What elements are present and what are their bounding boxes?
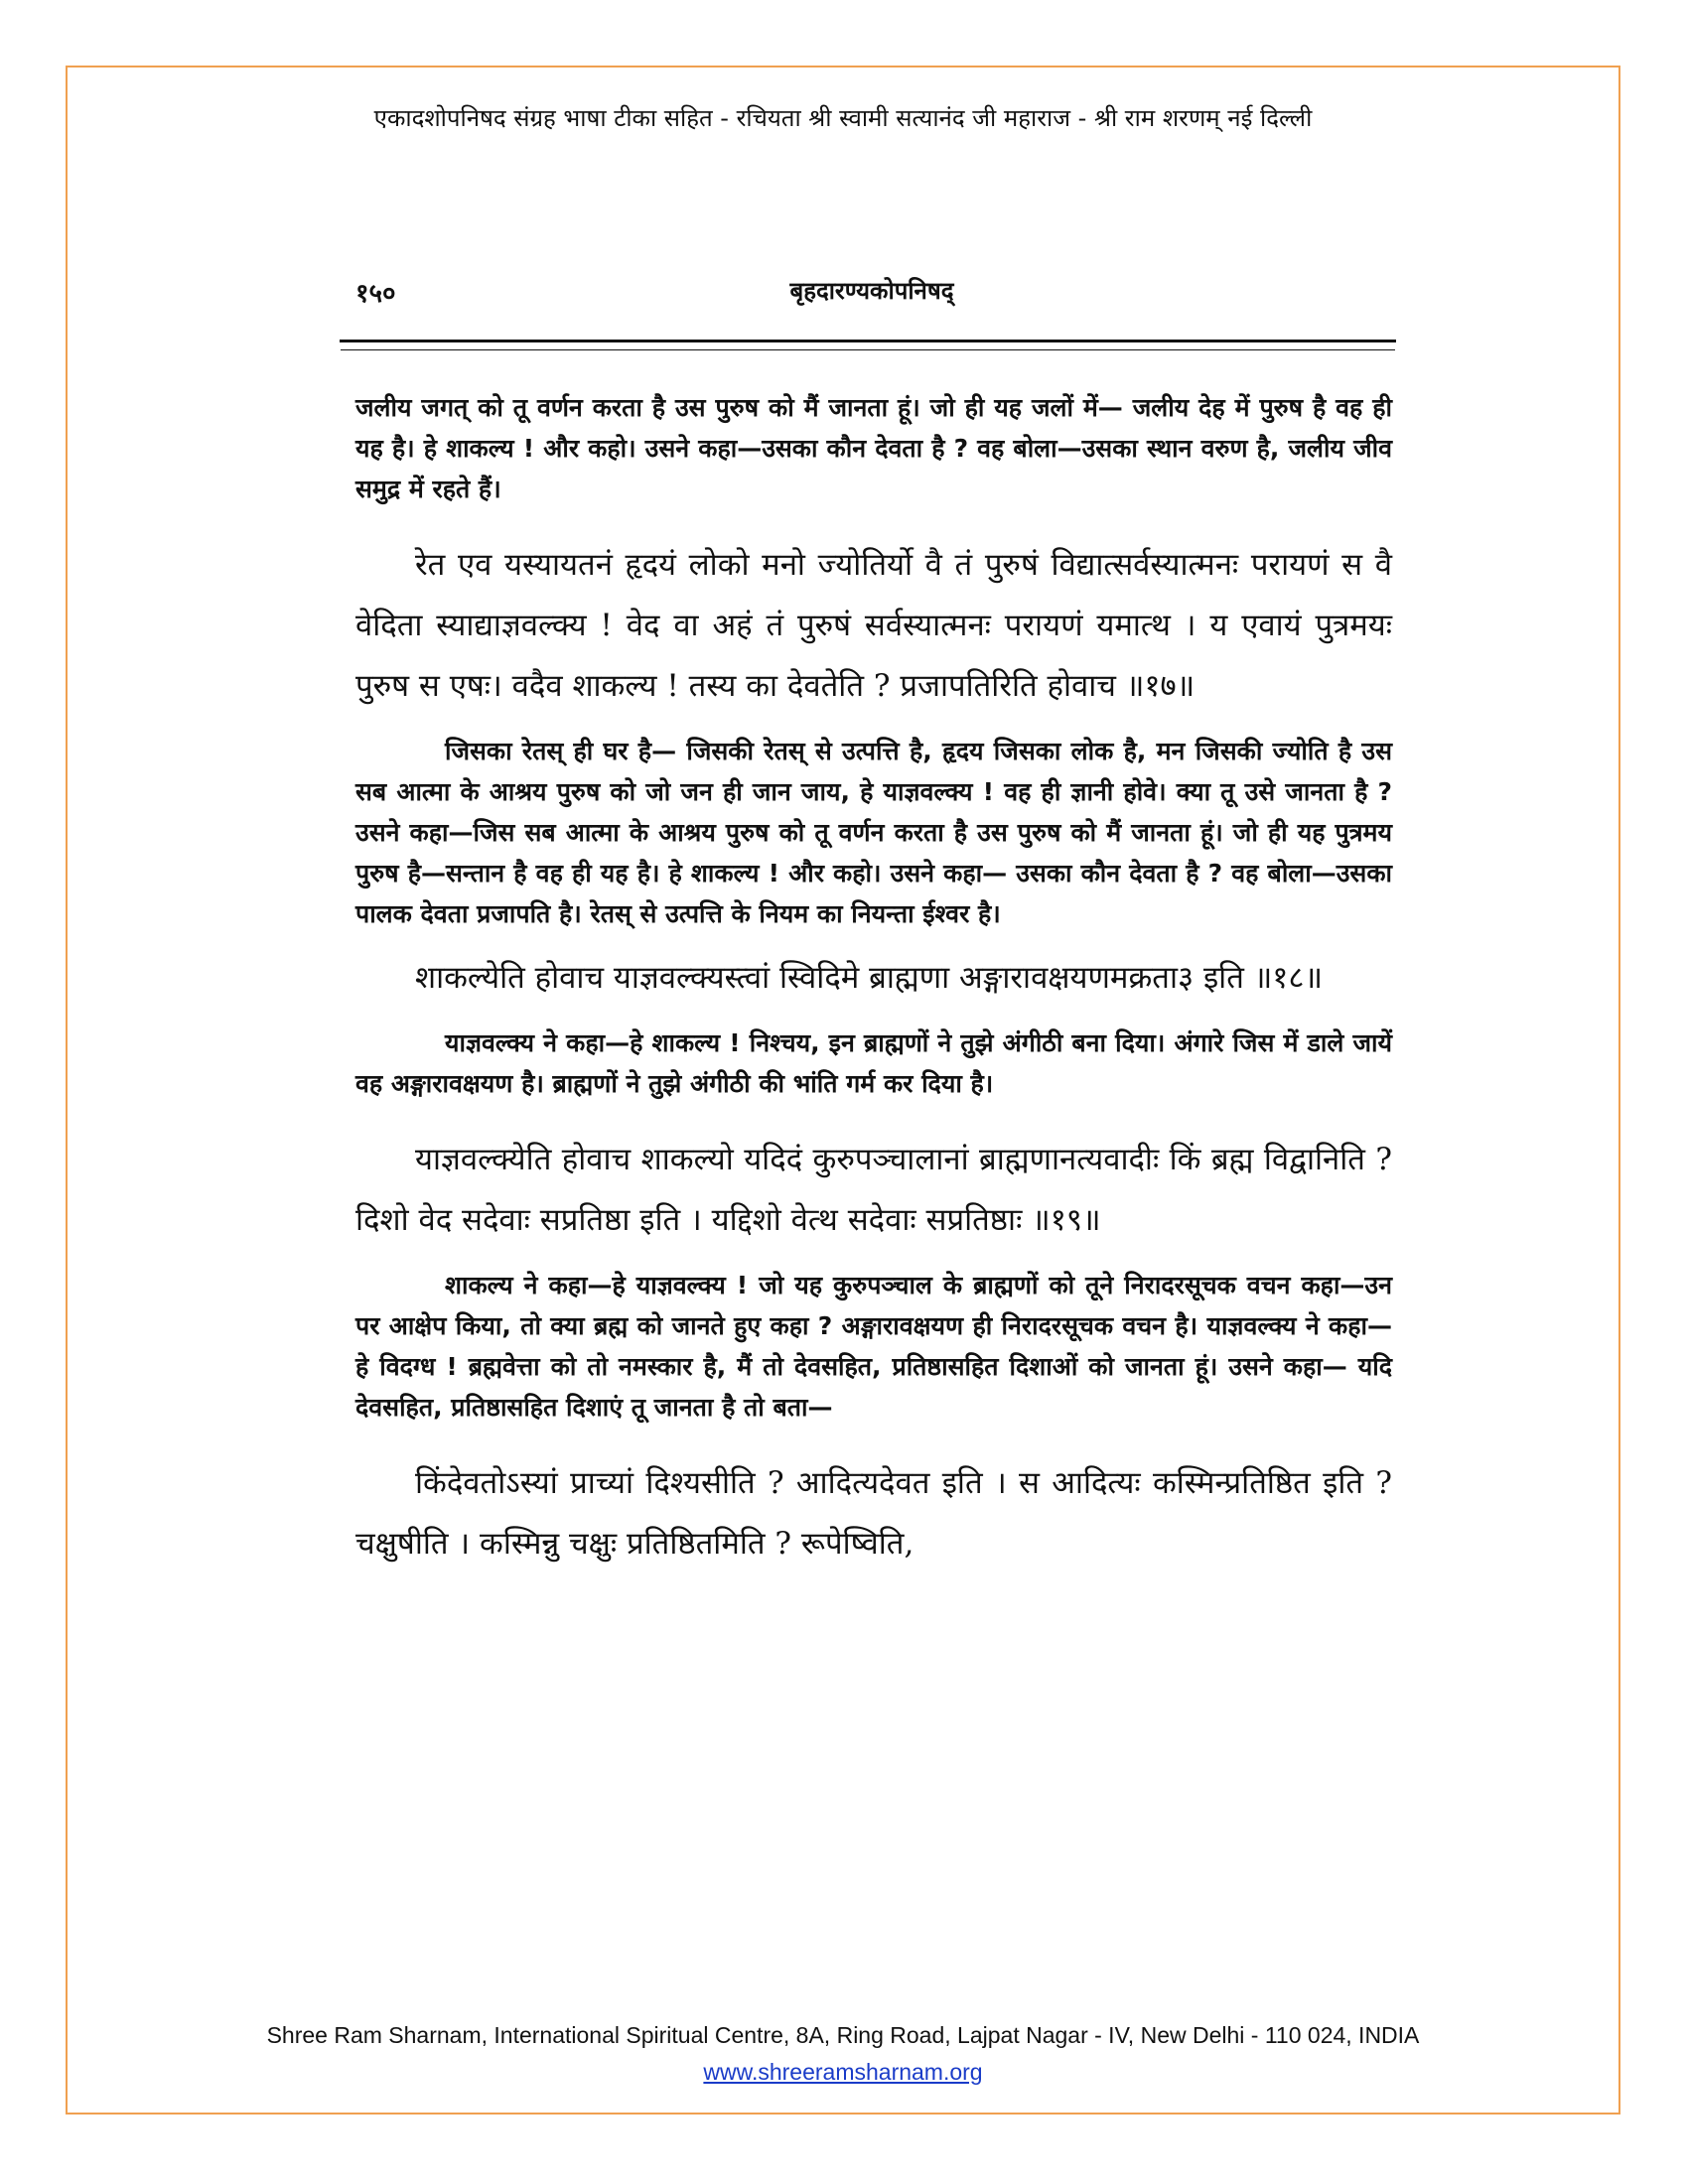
hindi-translation-paragraph: जिसका रेतस् ही घर है— जिसकी रेतस् से उत्पत्ति है, हृदय जिसका लोक है, मन जिसकी ज्योति है उस सब आत्मा के आश्रय पुरुष को जो जन ही जान जाय, हे याज्ञवल्क्य ! वह ही ज्ञानी होवे। क्या तू उसे जानता है ? उसने कहा—जिस सब आत्मा के आश्रय पुरुष को तू वर्णन करता है उस पुरुष को मैं जानता हूं। जो ही यह पुत्रमय पुरुष है—सन्तान है वह ही यह है। हे शाकल्य ! और कहो। उसने कहा— उसका कौन देवता है ? वह बोला—उसका पालक देवता प्रजापति है। रेतस् से उत्पत्ति के नियम का नियन्ता ईश्वर है। bbox=[355, 737, 1392, 928]
website-link[interactable]: www.shreeramsharnam.org bbox=[703, 2059, 983, 2085]
sanskrit-verse-17: रेत एव यस्यायतनं हृदयं लोको मनो ज्योतिर्यो वै तं पुरुषं विद्यात्सर्वस्यात्मनः परायणं स वै वेदिता स्याद्याज्ञवल्क्य ! वेद वा अहं तं पुरुषं सर्वस्यात्मनः परायणं यमात्थ । य एवायं पुत्रमयः पुरुष स एषः। वदैव शाकल्य ! तस्य का देवतेति ? प्रजापतिरिति होवाच ॥१७॥ bbox=[355, 547, 1392, 704]
sanskrit-verse-20: किंदेवतोऽस्यां प्राच्यां दिश्यसीति ? आदित्यदेवत इति । स आदित्यः कस्मिन्प्रतिष्ठित इति ? चक्षुषीति । कस्मिन्नु चक्षुः प्रतिष्ठितमिति ? रूपेष्विति, bbox=[355, 1465, 1392, 1562]
scanned-page bbox=[340, 260, 1404, 1983]
site-header: एकादशोपनिषद संग्रह भाषा टीका सहित - रचियता श्री स्वामी सत्यानंद जी महाराज - श्री राम शरणम् नई दिल्ली bbox=[373, 104, 1313, 132]
hindi-translation-paragraph: जलीय जगत् को तू वर्णन करता है उस पुरुष को मैं जानता हूं। जो ही यह जलों में— जलीय देह में पुरुष है वह ही यह है। हे शाकल्य ! और कहो। उसने कहा—उसका कौन देवता है ? वह बोला—उसका स्थान वरुण है, जलीय जीव समुद्र में रहते हैं। bbox=[355, 393, 1392, 503]
body-text bbox=[355, 387, 1392, 1574]
footer-address: Shree Ram Sharnam, International Spiritual Centre, 8A, Ring Road, Lajpat Nagar - IV, New Delhi - 110 024, INDIA bbox=[266, 2022, 1420, 2048]
hindi-translation-paragraph: याज्ञवल्क्य ने कहा—हे शाकल्य ! निश्चय, इन ब्राह्मणों ने तुझे अंगीठी बना दिया। अंगारे जिस में डाले जायें वह अङ्गारावक्षयण है। ब्राह्मणों ने तुझे अंगीठी की भांति गर्म कर दिया है। bbox=[355, 1028, 1392, 1098]
page-number: १५० bbox=[355, 279, 396, 309]
sanskrit-verse-19: याज्ञवल्क्येति होवाच शाकल्यो यदिदं कुरुपञ्चालानां ब्राह्मणानत्यवादीः किं ब्रह्म विद्वानिति ? दिशो वेद सदेवाः सप्रतिष्ठा इति । यद्दिशो वेत्थ सदेवाः सप्रतिष्ठाः ॥१९॥ bbox=[355, 1142, 1392, 1238]
header-rule bbox=[340, 340, 1396, 342]
sanskrit-verse-18: शाकल्येति होवाच याज्ञवल्क्यस्त्वां स्विदिमे ब्राह्मणा अङ्गारावक्षयणमक्रता३ इति ॥१८॥ bbox=[415, 960, 1324, 996]
book-header bbox=[340, 260, 1404, 340]
book-title: बृहदारण्यकोपनिषद् bbox=[789, 276, 954, 305]
hindi-translation-paragraph: शाकल्य ने कहा—हे याज्ञवल्क्य ! जो यह कुरुपञ्चाल के ब्राह्मणों को तूने निरादरसूचक वचन कहा—उन पर आक्षेप किया, तो क्या ब्रह्म को जानते हुए कहा ? अङ्गारावक्षयण ही निरादरसूचक वचन है। याज्ञवल्क्य ने कहा—हे विदग्ध ! ब्रह्मवेत्ता को तो नमस्कार है, मैं तो देवसहित, प्रतिष्ठासहित दिशाओं को जानता हूं। उसने कहा— यदि देवसहित, प्रतिष्ठासहित दिशाएं तू जानता है तो बता— bbox=[355, 1271, 1392, 1422]
site-footer bbox=[66, 2019, 1620, 2086]
